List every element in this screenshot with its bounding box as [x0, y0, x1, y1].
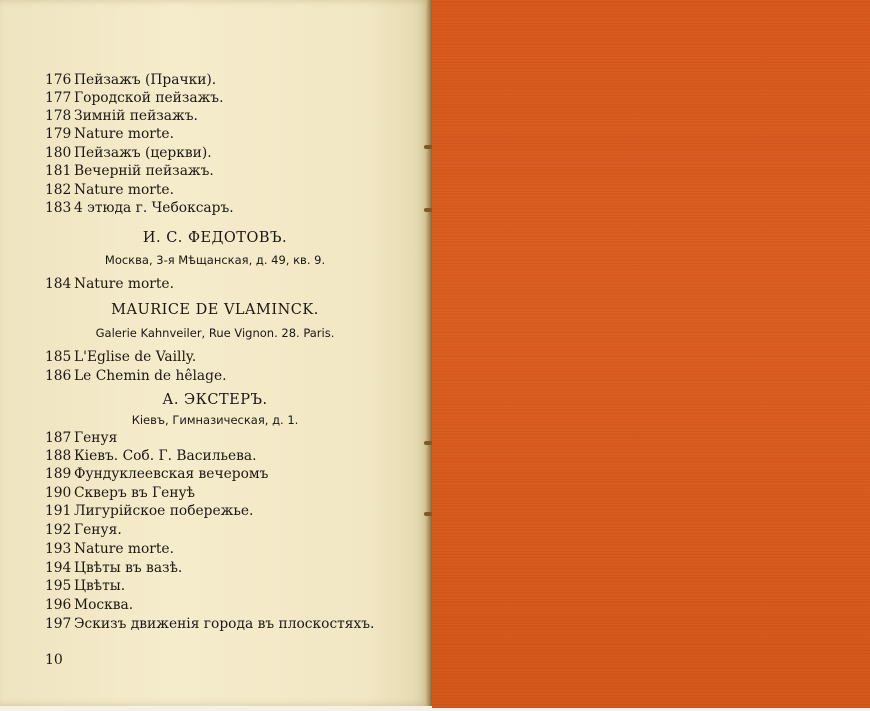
list-item: 179 Nature morte. [45, 126, 174, 142]
list-item: 183 4 этюда г. Чебоксаръ. [45, 200, 234, 216]
list-item: 193 Nature morte. [45, 541, 174, 557]
artist-address: Galerie Kahnveiler, Rue Vignon. 28. Paris. [95, 326, 335, 340]
list-item: 191 Лигурiйское побережье. [45, 503, 254, 519]
list-item: 196 Москва. [45, 597, 134, 613]
list-item: 177 Городской пейзажъ. [45, 90, 224, 106]
list-item: 197 Эскизъ движенiя города въ плоскостяхъ. [45, 616, 375, 632]
list-item: 187 Генуя [45, 430, 118, 446]
list-item: 186 Le Chemin de hêlage. [45, 368, 227, 384]
list-item: 189 Фундуклеевская вечеромъ [45, 466, 269, 482]
list-item: 188 Кiевъ. Соб. Г. Васильева. [45, 448, 257, 464]
artist-name: И. С. ФЕДОТОВЪ. [142, 230, 288, 246]
list-item: 176 Пейзажъ (Прачки). [45, 72, 217, 88]
page-number: 10 [45, 652, 63, 668]
list-item: 180 Пейзажъ (церкви). [45, 145, 212, 161]
list-item: 178 Зимнiй пейзажъ. [45, 108, 198, 124]
list-item: 181 Вечернiй пейзажъ. [45, 163, 214, 179]
list-item: 195 Цвѣты. [45, 578, 126, 594]
orange-cover-page [432, 0, 870, 708]
list-item: 184 Nature morte. [45, 276, 174, 292]
list-item: 185 L'Eglise de Vailly. [45, 349, 197, 365]
artist-name: А. ЭКСТЕРЪ. [162, 392, 268, 408]
list-item: 182 Nature morte. [45, 182, 174, 198]
artist-address: Москва, 3-я Мѣщанская, д. 49, кв. 9. [104, 253, 326, 267]
artist-address: Кiевъ, Гимназическая, д. 1. [131, 413, 299, 427]
list-item: 192 Генуя. [45, 522, 122, 538]
artist-name: MAURICE DE VLAMINCK. [111, 302, 319, 318]
list-item: 190 Скверъ въ Генуѣ [45, 485, 195, 501]
left-page [0, 0, 430, 706]
list-item: 194 Цвѣты въ вазѣ. [45, 560, 183, 576]
